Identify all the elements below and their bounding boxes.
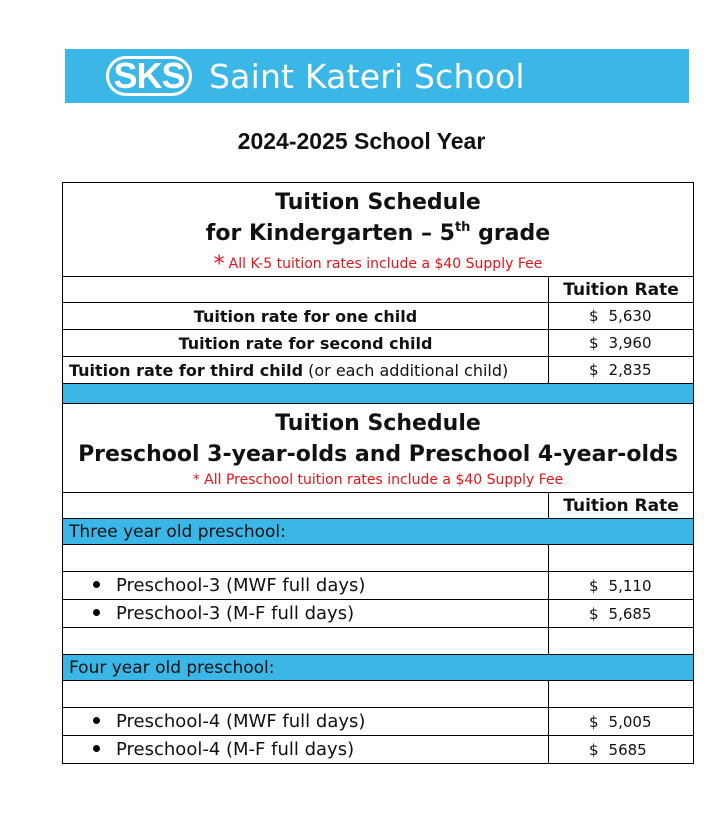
k5-title-superscript: th	[454, 220, 471, 235]
k5-rate-header-row	[63, 277, 694, 303]
empty-cell	[549, 545, 694, 572]
item-label: Preschool-4 (MWF full days)	[116, 711, 366, 732]
k5-row-label-main: Tuition rate for third child	[69, 360, 304, 380]
tuition-table	[62, 182, 694, 764]
k5-rate-header: Tuition Rate	[549, 277, 694, 303]
section-divider	[63, 384, 694, 404]
school-logo	[101, 49, 197, 103]
school-year-title: 2024-2025 School Year	[237, 128, 486, 154]
rate-amount: 3,960	[608, 334, 652, 352]
k5-header-blank	[63, 277, 549, 303]
item-rate	[549, 572, 694, 600]
empty-cell	[549, 628, 694, 655]
table-row	[63, 708, 694, 736]
rate-amount: 5,630	[608, 307, 652, 325]
table-row	[63, 545, 694, 572]
four-year-heading: Four year old preschool:	[63, 655, 694, 681]
preschool-title-line2: Preschool 3-year-olds and Preschool 4-year-olds	[78, 442, 678, 467]
bullet-icon	[93, 717, 100, 724]
k5-supply-fee-note	[63, 252, 693, 276]
bullet-icon	[93, 609, 100, 616]
k5-title-line1: Tuition Schedule	[275, 190, 481, 215]
item-label: Preschool-4 (M-F full days)	[116, 739, 355, 760]
rate-amount: 5,685	[608, 604, 652, 623]
k5-heading	[63, 183, 694, 277]
k5-title-suffix: grade	[470, 221, 551, 246]
school-name: Saint Kateri School	[209, 56, 525, 96]
table-row	[63, 357, 694, 384]
item-label: Preschool-3 (MWF full days)	[116, 575, 366, 596]
preschool-heading	[63, 404, 694, 493]
table-row	[63, 600, 694, 628]
table-row	[63, 303, 694, 330]
divider-bar	[63, 384, 694, 404]
three-year-heading-row	[63, 519, 694, 545]
currency-symbol: $	[589, 307, 599, 325]
k5-row-rate	[549, 330, 694, 357]
table-row	[63, 572, 694, 600]
preschool-title-line1: Tuition Schedule	[275, 411, 481, 436]
currency-symbol: $	[589, 361, 599, 379]
empty-cell	[63, 628, 549, 655]
k5-row-rate	[549, 357, 694, 384]
k5-row-label: Tuition rate for one child	[63, 303, 549, 330]
list-item	[63, 708, 549, 736]
k5-row-rate	[549, 303, 694, 330]
item-rate	[549, 600, 694, 628]
currency-symbol: $	[589, 604, 599, 623]
item-rate	[549, 708, 694, 736]
k5-title-line2	[63, 218, 693, 252]
k5-row-label: Tuition rate for second child	[63, 330, 549, 357]
table-row	[63, 736, 694, 764]
item-label: Preschool-3 (M-F full days)	[116, 603, 355, 624]
preschool-supply-fee-note: * All Preschool tuition rates include a $40 Supply Fee	[192, 472, 564, 488]
empty-cell	[63, 545, 549, 572]
currency-symbol: $	[589, 334, 599, 352]
four-year-heading-row	[63, 655, 694, 681]
k5-title-prefix: for Kindergarten – 5	[205, 221, 455, 246]
currency-symbol: $	[589, 740, 599, 759]
item-rate	[549, 736, 694, 764]
list-item	[63, 600, 549, 628]
list-item	[63, 572, 549, 600]
rate-amount: 2,835	[608, 361, 652, 379]
three-year-heading: Three year old preschool:	[63, 519, 694, 545]
logo-text: SKS	[113, 55, 185, 96]
preschool-rate-header-row	[63, 493, 694, 519]
rate-amount: 5,110	[608, 576, 652, 595]
bullet-icon	[93, 581, 100, 588]
k5-heading-row	[63, 183, 694, 277]
asterisk-icon: *	[213, 252, 225, 277]
k5-row-label	[63, 357, 549, 384]
k5-row-label-extra: (or each additional child)	[303, 360, 509, 380]
empty-cell	[63, 681, 549, 708]
empty-cell	[549, 681, 694, 708]
currency-symbol: $	[589, 576, 599, 595]
rate-amount: 5,005	[608, 712, 652, 731]
preschool-header-blank	[63, 493, 549, 519]
table-row	[63, 330, 694, 357]
rate-amount: 5685	[608, 740, 647, 759]
preschool-heading-row	[63, 404, 694, 493]
preschool-rate-header: Tuition Rate	[549, 493, 694, 519]
k5-note-text: All K-5 tuition rates include a $40 Supply Fee	[228, 256, 543, 272]
list-item	[63, 736, 549, 764]
table-row	[63, 628, 694, 655]
bullet-icon	[93, 745, 100, 752]
currency-symbol: $	[589, 712, 599, 731]
table-row	[63, 681, 694, 708]
header-banner	[65, 49, 689, 103]
